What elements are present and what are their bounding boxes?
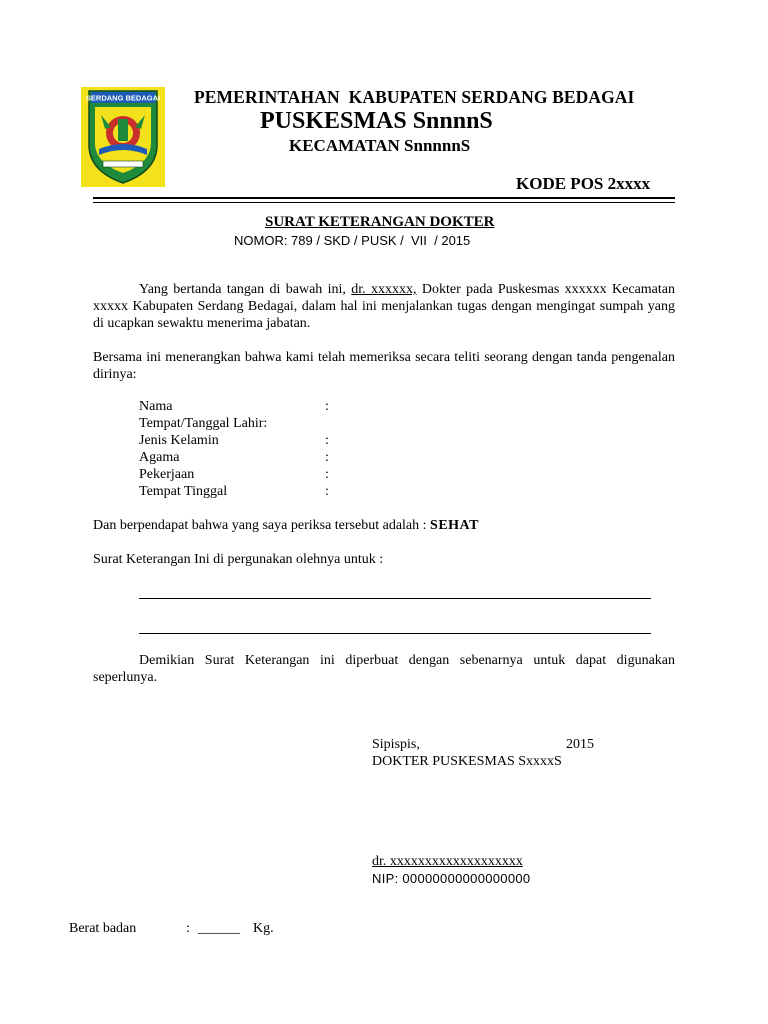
field-label-tempat-tinggal: Tempat Tinggal [139, 484, 228, 499]
field-label-ttl [139, 416, 267, 432]
signature-year: 2015 [566, 737, 594, 752]
signature-place: Sipispis, [372, 737, 420, 752]
field-label-jenis-kelamin: Jenis Kelamin [139, 433, 219, 448]
weight-unit: Kg. [253, 921, 274, 936]
header-puskesmas: PUSKESMAS SnnnnS [260, 108, 493, 134]
opinion-line [93, 517, 479, 534]
field-colon-pekerjaan: : [325, 467, 329, 482]
purpose-blank-line-1 [139, 598, 651, 599]
header-divider-thick [93, 197, 675, 199]
opinion-result: SEHAT [430, 518, 479, 533]
header-divider-thin [93, 202, 675, 203]
header-kode-pos: KODE POS 2xxxx [516, 174, 651, 193]
purpose-blank-line-2 [139, 633, 651, 634]
closing-paragraph [93, 652, 675, 686]
document-number: NOMOR: 789 / SKD / PUSK / VII / 2015 [234, 233, 471, 248]
weight-blank: ______ [198, 921, 240, 936]
field-colon-ttl: : [263, 416, 268, 431]
header-kecamatan: KECAMATAN SnnnnnS [289, 136, 471, 155]
intro-paragraph [93, 281, 675, 332]
document-title: SURAT KETERANGAN DOKTER [265, 214, 495, 230]
purpose-text: Surat Keterangan Ini di pergunakan olehnya untuk : [93, 552, 384, 567]
logo-text: SERDANG BEDAGAI [85, 93, 161, 103]
serdang-bedagai-emblem [81, 87, 165, 187]
signature-role: DOKTER PUSKESMAS SxxxxS [372, 754, 562, 769]
signature-name: dr. xxxxxxxxxxxxxxxxxxx [372, 854, 523, 869]
field-label-agama: Agama [139, 450, 180, 465]
weight-colon: : [186, 921, 190, 936]
field-label-ttl-text: Tempat/Tanggal Lahir [139, 416, 264, 431]
closing-text: Demikian Surat Keterangan ini diperbuat dengan sebenarnya untuk dapat digunakan seperlunya. [93, 653, 675, 685]
field-label-pekerjaan: Pekerjaan [139, 467, 195, 482]
intro-doctor-name: dr. xxxxxx, [351, 282, 417, 297]
statement-paragraph: Bersama ini menerangkan bahwa kami telah memeriksa secara teliti seorang dengan tanda pengenalan dirinya: [93, 350, 675, 382]
field-colon-jenis-kelamin: : [325, 433, 329, 448]
field-colon-agama: : [325, 450, 329, 465]
intro-part2: Dokter pada Puskesmas xxxxxx Kecamatan xxxxx Kabupaten Serdang Bedagai, dalam hal ini menjalankan tugas dengan mengingat sumpah yang di ucapkan sewaktu menerima jabatan. [93, 282, 675, 331]
header-government: PEMERINTAHAN KABUPATEN SERDANG BEDAGAI [194, 87, 635, 107]
field-colon-nama: : [325, 399, 329, 414]
signature-nip: NIP: 00000000000000000 [372, 871, 531, 886]
intro-part1: Yang bertanda tangan di bawah ini, [139, 282, 352, 297]
opinion-text: Dan berpendapat bahwa yang saya periksa tersebut adalah : [93, 518, 431, 533]
weight-label: Berat badan [69, 921, 137, 936]
field-label-nama: Nama [139, 399, 173, 414]
field-colon-tempat-tinggal: : [325, 484, 329, 499]
regency-logo [81, 87, 165, 187]
